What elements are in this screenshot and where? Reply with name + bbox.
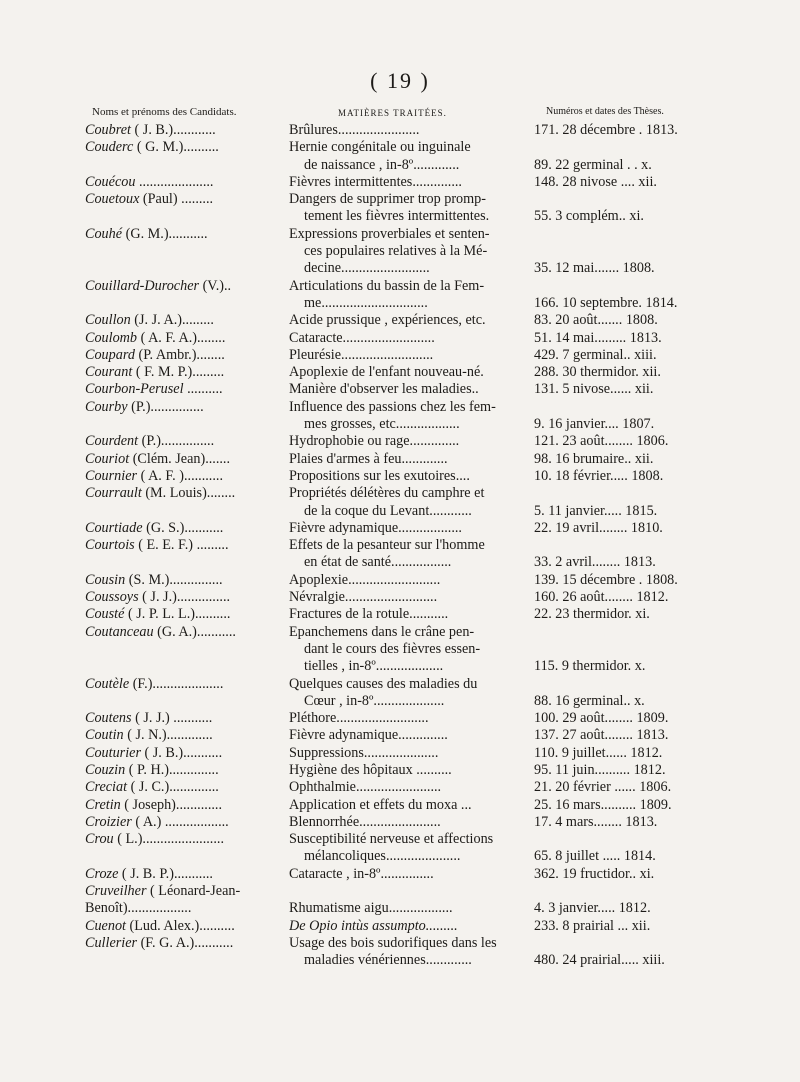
entry-line	[0, 745, 800, 762]
entry-line	[0, 399, 800, 416]
candidate-surname: Couturier	[85, 744, 141, 761]
candidate-name	[85, 399, 283, 416]
candidate-given-names: ( P. H.)..............	[125, 761, 219, 778]
candidate-given-names: (G. S.)...........	[142, 519, 224, 536]
thesis-subject: Cataracte , in-8º...............	[289, 865, 434, 882]
candidate-surname: Coulomb	[85, 329, 138, 346]
thesis-subject: Cataracte..........................	[289, 329, 435, 346]
candidate-surname: Crou	[85, 831, 114, 848]
candidate-given-names: ( J. C.)..............	[127, 779, 219, 796]
candidate-given-names: (P.)...............	[127, 398, 204, 415]
list-item	[0, 572, 800, 589]
entry-line	[0, 676, 800, 693]
entry-line	[0, 503, 800, 520]
entry-line	[0, 208, 800, 225]
entry-line	[0, 797, 800, 814]
list-item	[0, 710, 800, 727]
candidate-name	[85, 122, 283, 139]
candidate-surname: Courrault	[85, 485, 142, 502]
candidate-name	[85, 191, 283, 208]
candidate-surname: Cournier	[85, 467, 138, 484]
candidate-surname: Couriot	[85, 450, 130, 467]
thesis-number-date: 9. 16 janvier.... 1807.	[534, 416, 655, 433]
candidate-name	[85, 520, 283, 537]
entry-line	[0, 191, 800, 208]
thesis-number-date: 115. 9 thermidor. x.	[534, 658, 646, 675]
entry-line	[0, 658, 800, 675]
candidate-given-names: ( J. B.)............	[130, 122, 216, 138]
candidate-surname: Courdent	[85, 433, 139, 450]
thesis-subject: Hydrophobie ou rage..............	[289, 433, 460, 450]
thesis-subject: tielles , in-8º...................	[304, 658, 444, 675]
candidate-name	[85, 745, 283, 762]
candidate-given-names: (M. Louis)........	[141, 485, 236, 502]
thesis-number-date: 10. 18 février..... 1808.	[534, 467, 664, 484]
candidate-given-names: ( J. P. L. L.)..........	[124, 606, 231, 623]
header-matieres: MATIÈRES TRAITÉES.	[338, 108, 447, 118]
candidate-name	[85, 364, 283, 381]
candidate-given-names: (Lud. Alex.)..........	[125, 917, 235, 934]
candidate-given-names: .....................	[135, 173, 214, 190]
entry-line	[0, 433, 800, 450]
candidate-surname: Croze	[85, 865, 119, 882]
thesis-subject: Effets de la pesanteur sur l'homme	[289, 537, 485, 554]
thesis-number-date: 25. 16 mars.......... 1809.	[534, 796, 672, 813]
candidate-given-names: (J. J. A.).........	[130, 312, 214, 329]
entry-line	[0, 762, 800, 779]
candidate-name	[85, 312, 283, 329]
thesis-subject: Quelques causes des maladies du	[289, 675, 478, 692]
thesis-number-date: 121. 23 août........ 1806.	[534, 433, 669, 450]
candidate-surname: Coubret	[85, 122, 131, 138]
entry-line	[0, 554, 800, 571]
thesis-number-date: 429. 7 germinal.. xiii.	[534, 346, 657, 363]
thesis-number-date: 148. 28 nivose .... xii.	[534, 173, 657, 190]
thesis-subject: Apoplexie de l'enfant nouveau-né.	[289, 364, 484, 381]
candidate-surname: Cruveilher	[85, 883, 147, 900]
candidate-given-names: ( G. M.)..........	[133, 139, 219, 156]
candidate-surname: Couderc	[85, 139, 134, 156]
thesis-subject: Propositions sur les exutoires....	[289, 467, 470, 484]
candidate-surname: Coussoys	[85, 589, 139, 606]
thesis-subject: Plaies d'armes à feu.............	[289, 450, 448, 467]
candidate-surname: Cretin	[85, 796, 121, 813]
list-item	[0, 676, 800, 711]
candidate-given-names: ( J. J.)...............	[138, 589, 231, 606]
thesis-subject: Expressions proverbiales et senten-	[289, 225, 490, 242]
list-item	[0, 762, 800, 779]
candidate-name	[85, 537, 283, 554]
entry-line	[0, 918, 800, 935]
candidate-given-names: ( A. F. A.)........	[137, 329, 226, 346]
candidate-given-names: (F. G. A.)...........	[137, 934, 234, 951]
candidate-surname: Coupard	[85, 346, 135, 363]
thesis-number-date: 83. 20 août....... 1808.	[534, 312, 658, 329]
entry-line	[0, 814, 800, 831]
entry-line	[0, 520, 800, 537]
candidate-surname: Couillard-Durocher	[85, 277, 200, 294]
list-item	[0, 122, 800, 139]
thesis-subject: Fièvre adynamique..................	[289, 519, 462, 536]
candidate-given-names: ( E. E. F.) .........	[134, 537, 229, 554]
thesis-subject: mes grosses, etc..................	[304, 416, 460, 433]
list-item	[0, 935, 800, 970]
candidate-name	[85, 226, 283, 243]
list-item	[0, 520, 800, 537]
candidate-given-names: (V.)..	[199, 277, 232, 294]
candidate-surname: Couetoux	[85, 191, 140, 208]
candidate-given-names: (P.)...............	[138, 433, 215, 450]
thesis-number-date: 139. 15 décembre . 1808.	[534, 571, 678, 588]
thesis-subject: Pléthore..........................	[289, 710, 429, 727]
entries-list	[0, 122, 800, 970]
list-item	[0, 537, 800, 572]
entry-line	[0, 295, 800, 312]
candidate-surname: Coutin	[85, 727, 124, 744]
candidate-name	[85, 606, 283, 623]
thesis-subject: Suppressions.....................	[289, 744, 439, 761]
thesis-subject: mélancoliques.....................	[304, 848, 461, 865]
thesis-number-date: 137. 27 août........ 1813.	[534, 727, 669, 744]
candidate-surname: Couécou	[85, 173, 136, 190]
thesis-number-date: 22. 19 avril........ 1810.	[534, 519, 663, 536]
candidate-name	[85, 710, 283, 727]
candidate-name	[85, 347, 283, 364]
thesis-subject: Application et effets du moxa ...	[289, 796, 472, 813]
entry-line	[0, 139, 800, 156]
candidate-given-names: (G. M.)...........	[122, 225, 208, 242]
list-item	[0, 330, 800, 347]
thesis-number-date: 171. 28 décembre . 1813.	[534, 122, 678, 138]
entry-line	[0, 243, 800, 260]
header-names: Noms et prénoms des Candidats.	[92, 106, 237, 118]
list-item	[0, 779, 800, 796]
candidate-surname: Croizier	[85, 813, 132, 830]
candidate-name	[85, 762, 283, 779]
candidate-surname: Cousté	[85, 606, 125, 623]
list-item	[0, 139, 800, 174]
list-item	[0, 312, 800, 329]
candidate-given-names: ( J. B.)...........	[140, 744, 223, 761]
list-item	[0, 883, 800, 918]
thesis-subject: Fièvre adynamique..............	[289, 727, 448, 744]
candidate-given-names: ( A. F. )...........	[137, 467, 223, 484]
candidate-name	[85, 883, 283, 900]
list-item	[0, 278, 800, 313]
list-item	[0, 814, 800, 831]
thesis-subject: De Opio intùs assumpto.........	[289, 917, 458, 934]
list-item	[0, 727, 800, 744]
list-item	[0, 174, 800, 191]
thesis-subject: maladies vénériennes.............	[304, 952, 472, 969]
thesis-number-date: 166. 10 septembre. 1814.	[534, 294, 678, 311]
candidate-given-names: (Clém. Jean).......	[129, 450, 231, 467]
thesis-number-date: 5. 11 janvier..... 1815.	[534, 502, 658, 519]
thesis-subject: Acide prussique , expériences, etc.	[289, 312, 486, 329]
candidate-surname: Coutens	[85, 710, 132, 727]
thesis-number-date: 4. 3 janvier..... 1812.	[534, 900, 651, 917]
candidate-surname: Creciat	[85, 779, 128, 796]
list-item	[0, 399, 800, 434]
entry-line	[0, 364, 800, 381]
thesis-number-date: 17. 4 mars........ 1813.	[534, 813, 658, 830]
header-numeros: Numéros et dates des Thèses.	[546, 106, 664, 117]
candidate-surname: Coullon	[85, 312, 131, 329]
thesis-subject: de naissance , in-8º.............	[304, 156, 460, 173]
candidate-given-names: (S. M.)...............	[125, 571, 223, 588]
thesis-subject: Névralgie..........................	[289, 589, 438, 606]
candidate-given-names: (Paul) .........	[139, 191, 214, 208]
thesis-subject: Ophthalmie........................	[289, 779, 442, 796]
entry-line	[0, 727, 800, 744]
candidate-name	[85, 831, 283, 848]
thesis-subject: ces populaires relatives à la Mé-	[304, 243, 488, 260]
candidate-given-names: Benoît)..................	[85, 900, 192, 917]
entry-line	[0, 831, 800, 848]
thesis-subject: Usage des bois sudorifiques dans les	[289, 934, 497, 951]
candidate-name	[85, 433, 283, 450]
candidate-given-names: (F.)....................	[129, 675, 224, 692]
thesis-number-date: 88. 16 germinal.. x.	[534, 692, 645, 709]
entry-line	[0, 693, 800, 710]
entry-line	[0, 312, 800, 329]
list-item	[0, 797, 800, 814]
entry-line	[0, 710, 800, 727]
list-item	[0, 364, 800, 381]
entry-line	[0, 624, 800, 641]
candidate-name	[85, 572, 283, 589]
entry-line	[0, 416, 800, 433]
candidate-given-names: (P. Ambr.)........	[134, 346, 225, 363]
candidate-name	[85, 139, 283, 156]
candidate-surname: Courbon-Perusel	[85, 381, 184, 398]
list-item	[0, 606, 800, 623]
thesis-number-date: 233. 8 prairial ... xii.	[534, 917, 651, 934]
thesis-subject: Dangers de supprimer trop promp-	[289, 191, 486, 208]
thesis-number-date: 51. 14 mai......... 1813.	[534, 329, 662, 346]
list-item	[0, 745, 800, 762]
thesis-subject: decine.........................	[304, 260, 430, 277]
candidate-name	[85, 278, 283, 295]
candidate-surname: Cullerier	[85, 934, 138, 951]
thesis-number-date: 55. 3 complém.. xi.	[534, 208, 644, 225]
thesis-subject: Cœur , in-8º....................	[304, 692, 445, 709]
list-item	[0, 191, 800, 226]
list-item	[0, 918, 800, 935]
entry-line	[0, 779, 800, 796]
candidate-name	[85, 727, 283, 744]
entry-line	[0, 157, 800, 174]
list-item	[0, 866, 800, 883]
thesis-number-date: 65. 8 juillet ..... 1814.	[534, 848, 656, 865]
candidate-name	[85, 935, 283, 952]
candidate-name	[85, 779, 283, 796]
list-item	[0, 589, 800, 606]
candidate-name	[85, 797, 283, 814]
entry-line	[0, 451, 800, 468]
thesis-subject: Fractures de la rotule...........	[289, 606, 449, 623]
thesis-number-date: 95. 11 juin.......... 1812.	[534, 761, 666, 778]
entry-line	[0, 952, 800, 969]
candidate-name	[85, 589, 283, 606]
candidate-given-names: (G. A.)...........	[153, 623, 236, 640]
thesis-number-date: 89. 22 germinal . . x.	[534, 156, 652, 173]
entry-line	[0, 260, 800, 277]
thesis-number-date: 362. 19 fructidor.. xi.	[534, 865, 655, 882]
list-item	[0, 226, 800, 278]
entry-line	[0, 866, 800, 883]
candidate-name	[85, 451, 283, 468]
thesis-subject: Articulations du bassin de la Fem-	[289, 277, 485, 294]
candidate-given-names: ( Léonard-Jean-	[146, 883, 241, 900]
thesis-subject: Fièvres intermittentes..............	[289, 173, 462, 190]
candidate-given-names: ( J. B. P.)...........	[118, 865, 213, 882]
candidate-surname: Cousin	[85, 571, 126, 588]
list-item	[0, 347, 800, 364]
thesis-subject: de la coque du Levant............	[304, 502, 472, 519]
candidate-name	[85, 624, 283, 641]
thesis-subject: me..............................	[304, 294, 428, 311]
thesis-subject: Apoplexie..........................	[289, 571, 441, 588]
entry-line	[0, 278, 800, 295]
candidate-surname: Courant	[85, 364, 133, 381]
entry-line	[0, 883, 800, 900]
entry-line	[0, 468, 800, 485]
candidate-given-names: ( F. M. P.).........	[132, 364, 225, 381]
entry-line	[0, 572, 800, 589]
thesis-number-date: 288. 30 thermidor. xii.	[534, 364, 661, 381]
candidate-surname: Coutèle	[85, 675, 130, 692]
entry-line	[0, 848, 800, 865]
candidate-surname: Couzin	[85, 761, 126, 778]
thesis-subject: Propriétés délétères du camphre et	[289, 485, 485, 502]
entry-line	[0, 537, 800, 554]
page-number: ( 19 )	[370, 68, 430, 93]
candidate-surname: Couhé	[85, 225, 123, 242]
entry-line	[0, 226, 800, 243]
candidate-surname: Courtois	[85, 537, 135, 554]
candidate-name	[85, 866, 283, 883]
thesis-number-date: 35. 12 mai....... 1808.	[534, 260, 655, 277]
candidate-name	[85, 485, 283, 502]
candidate-surname: Courtiade	[85, 519, 143, 536]
list-item	[0, 831, 800, 866]
thesis-subject: tement les fièvres intermittentes.	[304, 208, 490, 225]
candidate-name	[85, 174, 283, 191]
entry-line	[0, 347, 800, 364]
thesis-number-date: 98. 16 brumaire.. xii.	[534, 450, 654, 467]
entry-line	[0, 641, 800, 658]
entry-line	[0, 330, 800, 347]
list-item	[0, 381, 800, 398]
list-item	[0, 485, 800, 520]
candidate-name	[85, 381, 283, 398]
candidate-surname: Coutanceau	[85, 623, 154, 640]
thesis-number-date: 100. 29 août........ 1809.	[534, 710, 669, 727]
thesis-subject: Blennorrhée.......................	[289, 813, 441, 830]
thesis-number-date: 21. 20 février ...... 1806.	[534, 779, 672, 796]
thesis-subject: Influence des passions chez les fem-	[289, 398, 496, 415]
entry-line	[0, 900, 800, 917]
thesis-number-date: 110. 9 juillet...... 1812.	[534, 744, 663, 761]
thesis-subject: Susceptibilité nerveuse et affections	[289, 831, 494, 848]
candidate-surname: Cuenot	[85, 917, 126, 934]
list-item	[0, 624, 800, 676]
thesis-number-date: 33. 2 avril........ 1813.	[534, 554, 656, 571]
candidate-given-names: ( A.) ..................	[131, 813, 229, 830]
list-item	[0, 433, 800, 450]
candidate-name	[85, 468, 283, 485]
thesis-subject: Pleurésie..........................	[289, 346, 434, 363]
thesis-number-date: 160. 26 août........ 1812.	[534, 589, 669, 606]
thesis-number-date: 480. 24 prairial..... xiii.	[534, 952, 665, 969]
candidate-given-names: ( J. J.) ...........	[131, 710, 213, 727]
candidate-name	[85, 918, 283, 935]
entry-line	[0, 122, 800, 139]
candidate-given-names: ( Joseph).............	[120, 796, 223, 813]
thesis-subject: Hygiène des hôpitaux ..........	[289, 761, 452, 778]
thesis-subject: Brûlures.......................	[289, 122, 420, 138]
candidate-name	[85, 814, 283, 831]
candidate-given-names: ( J. N.).............	[123, 727, 213, 744]
candidate-name	[85, 900, 283, 917]
thesis-subject: Epanchemens dans le crâne pen-	[289, 623, 475, 640]
thesis-subject: en état de santé.................	[304, 554, 452, 571]
thesis-number-date: 22. 23 thermidor. xi.	[534, 606, 650, 623]
candidate-given-names: ..........	[183, 381, 223, 398]
list-item	[0, 468, 800, 485]
candidate-surname: Courby	[85, 398, 128, 415]
entry-line	[0, 485, 800, 502]
entry-line	[0, 606, 800, 623]
thesis-number-date: 131. 5 nivose...... xii.	[534, 381, 654, 398]
entry-line	[0, 935, 800, 952]
entry-line	[0, 589, 800, 606]
thesis-subject: Manière d'observer les maladies..	[289, 381, 479, 398]
candidate-name	[85, 330, 283, 347]
entry-line	[0, 381, 800, 398]
thesis-subject: Rhumatisme aigu..................	[289, 900, 453, 917]
thesis-subject: Hernie congénitale ou inguinale	[289, 139, 471, 156]
thesis-subject: dant le cours des fièvres essen-	[304, 640, 481, 657]
entry-line	[0, 174, 800, 191]
candidate-given-names: ( L.).......................	[113, 831, 224, 848]
candidate-name	[85, 676, 283, 693]
list-item	[0, 451, 800, 468]
